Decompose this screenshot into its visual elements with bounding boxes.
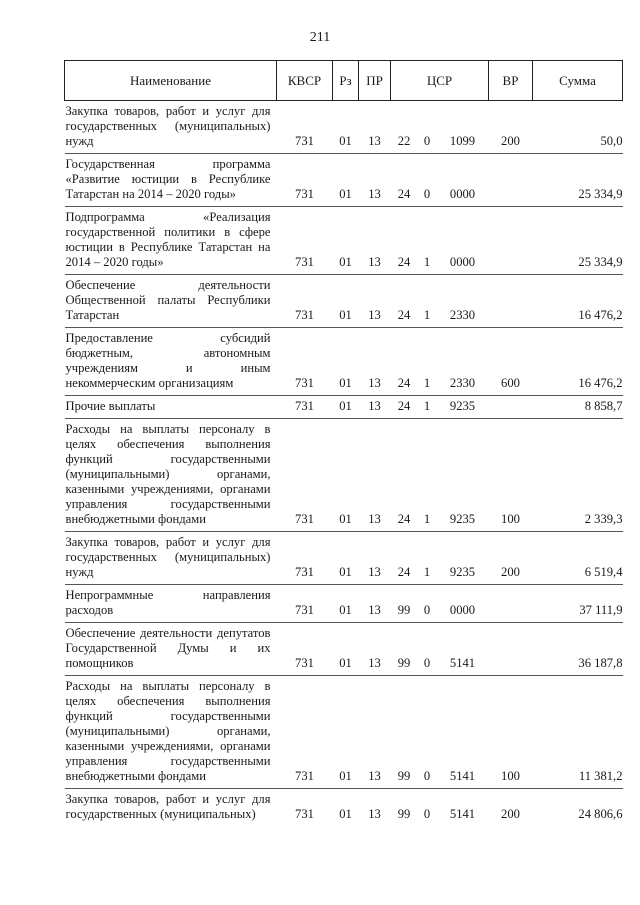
row-csr-direction: 9235 (449, 512, 476, 526)
row-pr: 13 (368, 807, 381, 821)
row-vr (489, 585, 533, 623)
row-sum: 50,0 (600, 134, 623, 148)
row-csr-program: 99 (397, 807, 411, 821)
row-kvsr: 731 (295, 603, 314, 617)
row-rz: 01 (339, 376, 352, 390)
row-sum: 16 476,2 (578, 308, 623, 322)
row-sum: 24 806,6 (578, 807, 623, 821)
row-kvsr: 731 (295, 512, 314, 526)
row-name: Закупка товаров, работ и услуг для государственных (муниципальных) нужд (65, 535, 271, 579)
row-rz: 01 (339, 187, 352, 201)
table-row (65, 623, 623, 676)
header-rz: Рз (333, 61, 359, 101)
header-sum: Сумма (533, 61, 623, 101)
table-row (65, 419, 623, 532)
row-csr-subprogram: 1 (423, 512, 431, 526)
row-rz: 01 (339, 308, 352, 322)
row-csr-direction: 2330 (449, 308, 476, 322)
row-name: Предоставление субсидий бюджетным, автономным учреждениям и иным некоммерческим организациям (65, 331, 271, 390)
row-name: Расходы на выплаты персоналу в целях обеспечения выполнения функций государственными (муниципальными) органами, казенными учреждениями, органами управления государственными внебюджетными фондами (65, 422, 271, 526)
row-pr: 13 (368, 769, 381, 783)
row-pr: 13 (368, 308, 381, 322)
row-vr: 200 (501, 565, 520, 579)
row-sum: 37 111,9 (579, 603, 623, 617)
row-sum: 36 187,8 (578, 656, 623, 670)
row-csr-direction: 9235 (449, 399, 476, 413)
row-csr-program: 99 (397, 603, 411, 617)
row-csr-direction: 5141 (449, 769, 476, 783)
row-vr: 100 (501, 769, 520, 783)
row-csr-subprogram: 1 (423, 399, 431, 413)
row-csr-subprogram: 1 (423, 376, 431, 390)
row-sum: 6 519,4 (584, 565, 623, 579)
table-row (65, 154, 623, 207)
row-rz: 01 (339, 134, 352, 148)
row-csr-subprogram: 0 (423, 807, 431, 821)
row-name: Прочие выплаты (65, 399, 156, 413)
row-sum: 16 476,2 (578, 376, 623, 390)
row-kvsr: 731 (295, 376, 314, 390)
row-csr-direction: 2330 (449, 376, 476, 390)
row-csr-program: 24 (397, 255, 411, 269)
row-kvsr: 731 (295, 255, 314, 269)
row-csr-program: 22 (397, 134, 411, 148)
row-csr-direction: 5141 (449, 807, 476, 821)
row-kvsr: 731 (295, 399, 314, 413)
row-pr: 13 (368, 134, 381, 148)
row-csr-direction: 0000 (449, 603, 476, 617)
row-csr-subprogram: 0 (423, 134, 431, 148)
row-csr-subprogram: 1 (423, 565, 431, 579)
table-row (65, 101, 623, 154)
row-csr-subprogram: 1 (423, 255, 431, 269)
table-row (65, 585, 623, 623)
row-name: Закупка товаров, работ и услуг для государственных (муниципальных) (65, 792, 271, 821)
row-vr: 200 (501, 134, 520, 148)
table-body (65, 101, 623, 827)
row-name: Расходы на выплаты персоналу в целях обеспечения выполнения функций государственными (муниципальными) органами, казенными учреждениями, органами управления государственными внебюджетными фондами (65, 679, 271, 783)
row-rz: 01 (339, 807, 352, 821)
row-name: Обеспечение деятельности Общественной палаты Республики Татарстан (65, 278, 271, 322)
row-pr: 13 (368, 399, 381, 413)
row-pr: 13 (368, 656, 381, 670)
row-rz: 01 (339, 255, 352, 269)
row-name: Закупка товаров, работ и услуг для государственных (муниципальных) нужд (65, 104, 271, 148)
row-rz: 01 (339, 512, 352, 526)
row-csr-subprogram: 0 (423, 769, 431, 783)
table-row (65, 532, 623, 585)
row-pr: 13 (368, 187, 381, 201)
row-vr: 600 (501, 376, 520, 390)
header-csr: ЦСР (391, 61, 489, 101)
row-csr-direction: 9235 (449, 565, 476, 579)
row-rz: 01 (339, 769, 352, 783)
row-kvsr: 731 (295, 656, 314, 670)
table-row (65, 676, 623, 789)
header-vr: ВР (489, 61, 533, 101)
row-pr: 13 (368, 376, 381, 390)
row-csr-direction: 5141 (449, 656, 476, 670)
row-csr-program: 24 (397, 187, 411, 201)
table-row (65, 275, 623, 328)
budget-table (64, 60, 623, 826)
row-csr-program: 24 (397, 308, 411, 322)
row-vr (489, 396, 533, 419)
row-vr: 200 (501, 807, 520, 821)
row-sum: 11 381,2 (578, 769, 623, 783)
row-csr-subprogram: 0 (423, 603, 431, 617)
table-row (65, 207, 623, 275)
row-csr-program: 24 (397, 399, 411, 413)
row-rz: 01 (339, 656, 352, 670)
row-csr-program: 24 (397, 376, 411, 390)
row-name: Обеспечение деятельности депутатов Государственной Думы и их помощников (65, 626, 271, 670)
row-pr: 13 (368, 603, 381, 617)
row-kvsr: 731 (295, 187, 314, 201)
row-pr: 13 (368, 512, 381, 526)
row-csr-program: 24 (397, 512, 411, 526)
row-csr-program: 99 (397, 656, 411, 670)
row-rz: 01 (339, 603, 352, 617)
row-kvsr: 731 (295, 807, 314, 821)
table-row (65, 328, 623, 396)
row-kvsr: 731 (295, 308, 314, 322)
table-row (65, 789, 623, 827)
row-pr: 13 (368, 255, 381, 269)
row-kvsr: 731 (295, 565, 314, 579)
row-sum: 8 858,7 (584, 399, 623, 413)
row-vr (489, 207, 533, 275)
row-csr-direction: 0000 (449, 187, 476, 201)
row-vr: 100 (501, 512, 520, 526)
row-rz: 01 (339, 399, 352, 413)
row-csr-program: 99 (397, 769, 411, 783)
header-name: Наименование (65, 61, 277, 101)
row-csr-program: 24 (397, 565, 411, 579)
header-pr: ПР (359, 61, 391, 101)
row-sum: 25 334,9 (578, 187, 623, 201)
row-rz: 01 (339, 565, 352, 579)
row-csr-subprogram: 1 (423, 308, 431, 322)
row-vr (489, 623, 533, 676)
row-sum: 25 334,9 (578, 255, 623, 269)
table-header (65, 61, 623, 101)
row-csr-subprogram: 0 (423, 656, 431, 670)
row-name: Подпрограмма «Реализация государственной политики в сфере юстиции в Республике Татарстан на 2014 – 2020 годы» (65, 210, 271, 269)
row-csr-subprogram: 0 (423, 187, 431, 201)
row-kvsr: 731 (295, 134, 314, 148)
row-csr-direction: 0000 (449, 255, 476, 269)
row-vr (489, 154, 533, 207)
row-csr-direction: 1099 (449, 134, 476, 148)
row-name: Государственная программа «Развитие юстиции в Республике Татарстан на 2014 – 2020 годы» (65, 157, 271, 201)
row-kvsr: 731 (295, 769, 314, 783)
row-vr (489, 275, 533, 328)
row-name: Непрограммные направления расходов (65, 588, 271, 617)
row-sum: 2 339,3 (584, 512, 623, 526)
row-pr: 13 (368, 565, 381, 579)
header-kvsr: КВСР (277, 61, 333, 101)
table-row (65, 396, 623, 419)
page-number: 211 (309, 30, 331, 45)
